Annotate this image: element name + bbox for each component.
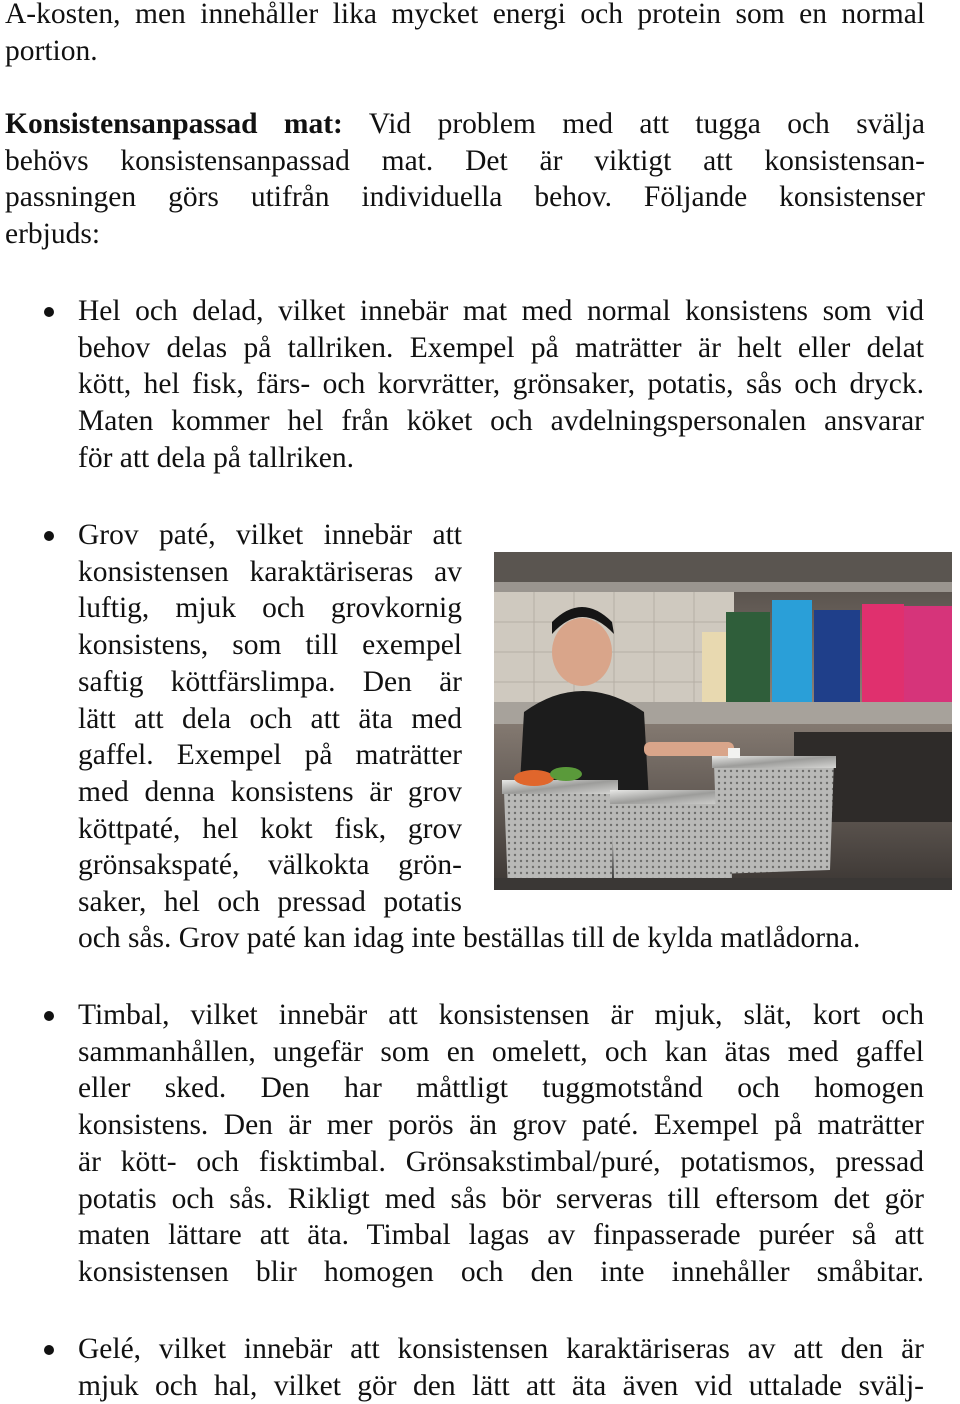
bullet-line: Grov paté, vilket innebär att <box>78 519 462 551</box>
bullet-line: konsistens. Den är mer porös än grov paté. Exempel på maträtter <box>78 1109 924 1142</box>
bullet-icon <box>44 1345 54 1355</box>
kitchen-photo <box>494 552 952 890</box>
bullet-line: Timbal, vilket innebär att konsistensen är mjuk, slät, kort och <box>78 999 924 1031</box>
bullet-icon <box>44 307 54 317</box>
bullet-line: konsistensen blir homogen och den inte innehåller småbitar. <box>78 1255 924 1288</box>
bullet-line: är kött- och fisktimbal. Grönsakstimbal/puré, potatismos, pressad <box>78 1145 924 1178</box>
bullet-line: saker, hel och pressad potatis <box>78 886 462 919</box>
bullet-line: saftig köttfärslimpa. Den är <box>78 665 462 698</box>
bullet-line: för att dela på tallriken. <box>78 441 355 474</box>
bullet-hel-och-delad <box>78 293 924 477</box>
bullet-line: mjuk och hal, vilket gör den lätt att äta även vid uttalade svälj- <box>78 1369 924 1402</box>
bullet-line: köttpaté, hel kokt fisk, grov <box>78 812 462 845</box>
bullet-line: lätt att dela och att äta med <box>78 702 462 735</box>
bullet-line: Gelé, vilket innebär att konsistensen karaktäriseras av att den är <box>78 1333 924 1365</box>
bullet-grov-pate <box>78 517 462 921</box>
bullet-line: Maten kommer hel från köket och avdelningspersonalen ansvarar <box>78 405 924 438</box>
intro-line: portion. <box>5 34 98 67</box>
bullet-line: Hel och delad, vilket innebär mat med normal konsistens som vid <box>78 295 924 327</box>
bullet-line: potatis och sås. Rikligt med sås bör serveras till eftersom det gör <box>78 1182 924 1215</box>
bullet-line: behov delas på tallriken. Exempel på maträtter är helt eller delat <box>78 331 924 364</box>
bullet-line: gaffel. Exempel på maträtter <box>78 739 462 772</box>
bullet-icon <box>44 1011 54 1021</box>
bullet-line: konsistensen karaktäriseras av <box>78 555 462 588</box>
consistency-paragraph <box>5 106 925 253</box>
intro-paragraph <box>5 0 925 69</box>
bullet-line: sammanhållen, ungefär som en omelett, och kan ätas med gaffel <box>78 1035 924 1068</box>
section-line: erbjuds: <box>5 218 101 251</box>
intro-line: A-kosten, men innehåller lika mycket energi och protein som en normal <box>5 0 925 30</box>
section-line: behövs konsistensanpassad mat. Det är viktigt att konsistensan- <box>5 144 925 177</box>
bullet-line: kött, hel fisk, färs- och korvrätter, grönsaker, potatis, sås och dryck. <box>78 368 924 401</box>
bullet-line: maten lättare att äta. Timbal lagas av finpasserade puréer så att <box>78 1219 924 1252</box>
bullet-timbal <box>78 997 924 1291</box>
bullet-line: och sås. Grov paté kan idag inte beställas till de kylda matlådorna. <box>78 922 861 954</box>
section-line: passningen görs utifrån individuella behov. Följande konsistenser <box>5 181 925 214</box>
bullet-line: med denna konsistens är grov <box>78 775 462 808</box>
bullet-icon <box>44 531 54 541</box>
bullet-grov-pate-continued <box>78 920 924 957</box>
bullet-line: konsistens, som till exempel <box>78 629 462 662</box>
bullet-line: luftig, mjuk och grovkornig <box>78 592 462 625</box>
bullet-line: grönsakspaté, välkokta grön- <box>78 849 462 882</box>
bullet-line: eller sked. Den har måttligt tuggmotstånd och homogen <box>78 1072 924 1105</box>
section-heading: Konsistensanpassad mat: <box>5 108 343 140</box>
bullet-gele <box>78 1331 924 1404</box>
section-line: Vid problem med att tugga och svälja <box>342 108 925 140</box>
